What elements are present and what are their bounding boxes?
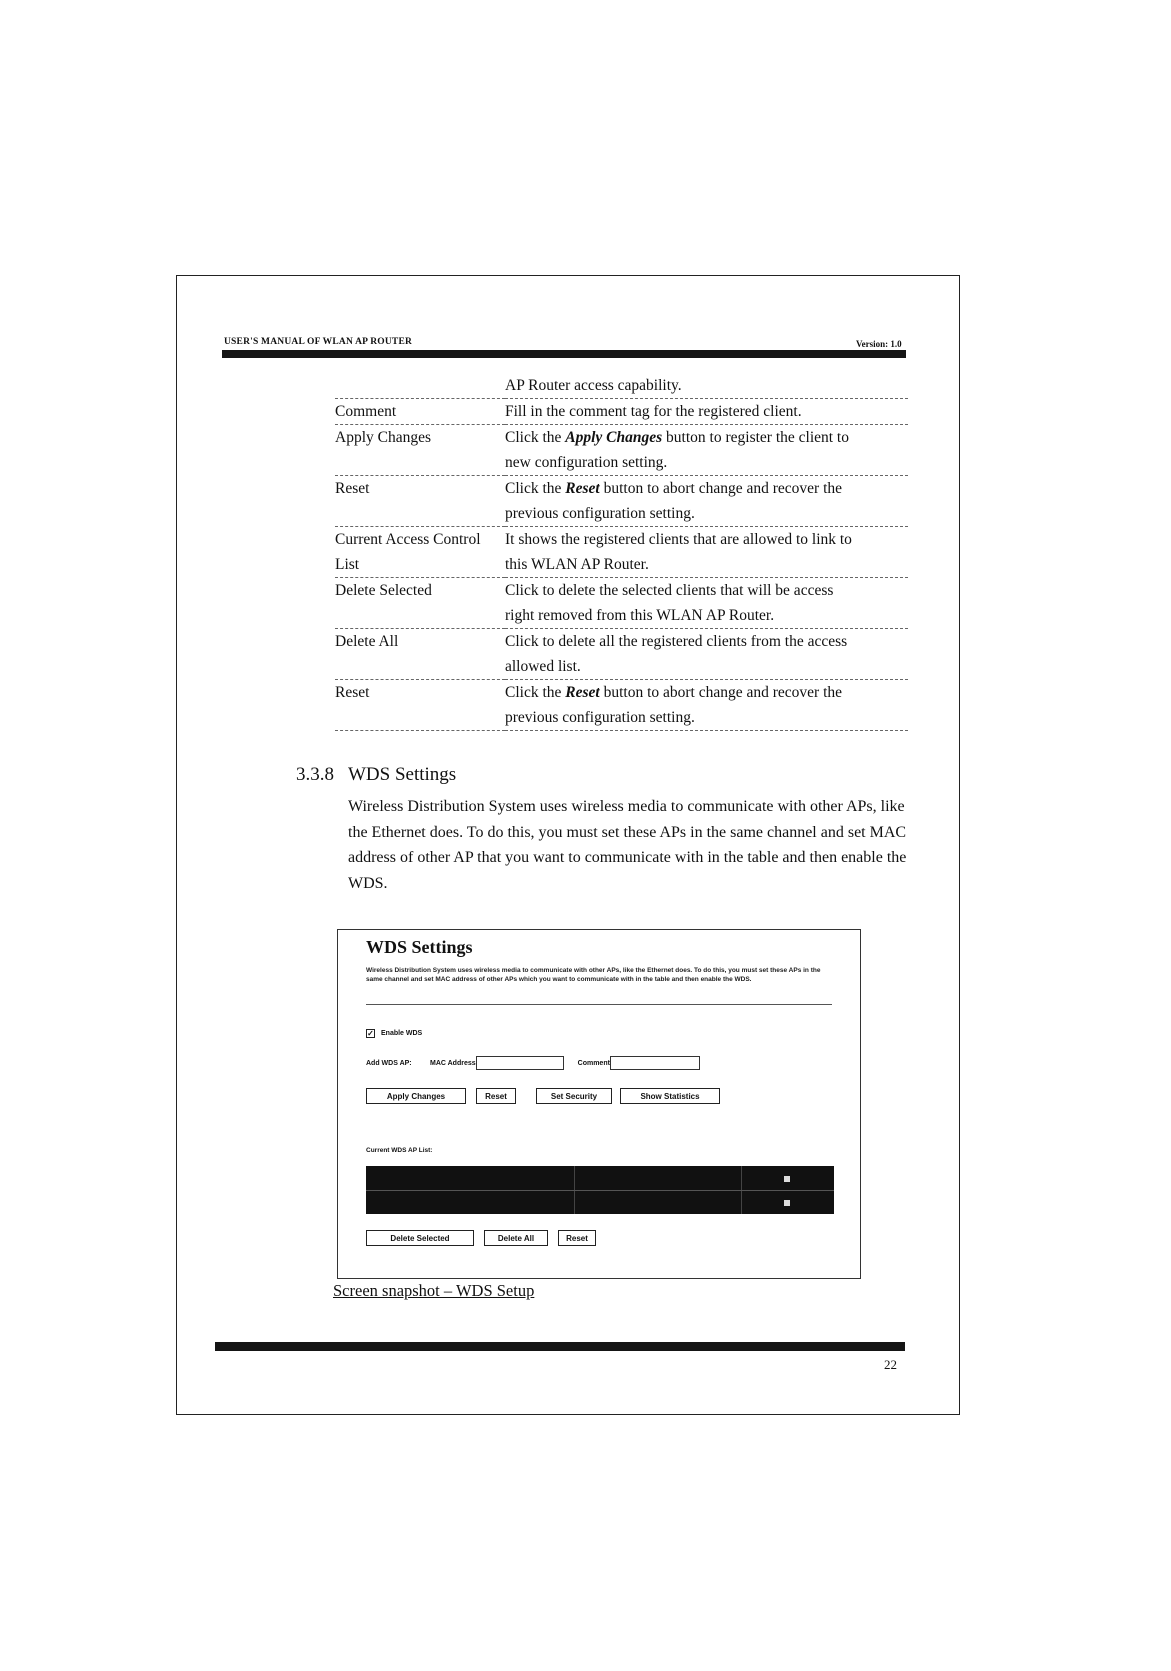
wds-title: WDS Settings bbox=[366, 937, 473, 957]
comment-input[interactable] bbox=[610, 1056, 700, 1070]
term: Apply Changes bbox=[335, 429, 432, 446]
term bbox=[335, 373, 505, 399]
wds-ap-table bbox=[366, 1166, 834, 1214]
reset-button[interactable]: Reset bbox=[476, 1088, 516, 1104]
add-wds-label: Add WDS AP: bbox=[366, 1059, 412, 1067]
section-title: WDS Settings bbox=[348, 764, 457, 785]
desc-text: Fill in the comment tag for the registered client. bbox=[505, 403, 802, 420]
divider bbox=[366, 1004, 832, 1005]
table-row bbox=[335, 373, 908, 399]
delete-all-button[interactable]: Delete All bbox=[484, 1230, 548, 1246]
description bbox=[505, 680, 908, 731]
desc-emphasis: Reset bbox=[565, 480, 600, 497]
table-row bbox=[335, 399, 908, 425]
term: Comment bbox=[335, 403, 397, 420]
desc-emphasis: Reset bbox=[565, 684, 600, 701]
description bbox=[505, 476, 908, 527]
enable-wds-row bbox=[366, 1029, 422, 1038]
row-divider bbox=[366, 1190, 834, 1191]
page-number: 22 bbox=[884, 1357, 897, 1372]
figure-caption: Screen snapshot – WDS Setup bbox=[333, 1281, 535, 1300]
apply-changes-button[interactable]: Apply Changes bbox=[366, 1088, 466, 1104]
show-statistics-button[interactable]: Show Statistics bbox=[620, 1088, 720, 1104]
row-select-checkbox[interactable] bbox=[784, 1176, 790, 1182]
footer-rule bbox=[215, 1342, 905, 1351]
term: Delete Selected bbox=[335, 582, 432, 599]
term: Delete All bbox=[335, 633, 399, 650]
term: Reset bbox=[335, 480, 370, 497]
description bbox=[505, 425, 908, 476]
delete-selected-button[interactable]: Delete Selected bbox=[366, 1230, 474, 1246]
comment-label: Comment bbox=[577, 1059, 610, 1067]
table-row bbox=[335, 476, 908, 527]
desc-text: Click to delete all the registered clients from the access bbox=[505, 633, 848, 650]
desc-text: right removed from this WLAN AP Router. bbox=[505, 607, 775, 624]
desc-text: It shows the registered clients that are allowed to link to bbox=[505, 531, 852, 548]
desc-text: button to abort change and recover the bbox=[599, 480, 843, 497]
desc-text: Click the bbox=[505, 429, 566, 446]
description bbox=[505, 578, 908, 629]
enable-wds-label: Enable WDS bbox=[381, 1030, 423, 1037]
mac-address-label: MAC Address bbox=[430, 1059, 476, 1067]
header-rule bbox=[222, 350, 906, 358]
version-label: Version: 1.0 bbox=[856, 339, 902, 349]
desc-text: Click to delete the selected clients that will be access bbox=[505, 582, 834, 599]
desc-text: button to abort change and recover the bbox=[599, 684, 843, 701]
row-select-checkbox[interactable] bbox=[784, 1200, 790, 1206]
enable-wds-checkbox[interactable]: ✓ bbox=[367, 1029, 374, 1038]
description bbox=[505, 373, 908, 399]
desc-text: previous configuration setting. bbox=[505, 709, 695, 726]
definition-table bbox=[335, 373, 908, 731]
desc-text: allowed list. bbox=[505, 658, 581, 675]
mac-address-input[interactable] bbox=[476, 1056, 564, 1070]
section-number: 3.3.8 bbox=[296, 764, 334, 785]
add-wds-row bbox=[366, 1056, 700, 1070]
desc-text: previous configuration setting. bbox=[505, 505, 695, 522]
desc-text: Click the bbox=[505, 480, 566, 497]
wds-screenshot bbox=[337, 929, 861, 1279]
desc-text: new configuration setting. bbox=[505, 454, 668, 471]
desc-text: this WLAN AP Router. bbox=[505, 556, 649, 573]
term: Current Access Control List bbox=[335, 531, 481, 573]
wds-list-label: Current WDS AP List: bbox=[366, 1147, 433, 1154]
table-row bbox=[335, 578, 908, 629]
table-row bbox=[335, 680, 908, 731]
wds-description: Wireless Distribution System uses wireless media to communicate with other APs, like the Ethernet does. To do this, you must set these APs in the same channel and set MAC address of other APs which you want to communicate with in the table and then enable the WDS. bbox=[366, 967, 821, 983]
section-body: Wireless Distribution System uses wireless media to communicate with other APs, like the Ethernet does. To do this, you must set these APs in the same channel and set MAC address of other AP that you want to communicate with in the table and then enable the WDS. bbox=[348, 798, 907, 892]
list-reset-button[interactable]: Reset bbox=[558, 1230, 596, 1246]
desc-text: button to register the client to bbox=[662, 429, 849, 446]
table-row bbox=[335, 527, 908, 578]
description bbox=[505, 399, 908, 425]
manual-title: USER'S MANUAL OF WLAN AP ROUTER bbox=[224, 337, 413, 347]
table-row bbox=[335, 629, 908, 680]
desc-text: AP Router access capability. bbox=[505, 377, 682, 394]
set-security-button[interactable]: Set Security bbox=[536, 1088, 612, 1104]
table-row bbox=[335, 425, 908, 476]
description bbox=[505, 527, 908, 578]
description bbox=[505, 629, 908, 680]
desc-text: Click the bbox=[505, 684, 566, 701]
desc-emphasis: Apply Changes bbox=[565, 429, 663, 446]
term: Reset bbox=[335, 684, 370, 701]
